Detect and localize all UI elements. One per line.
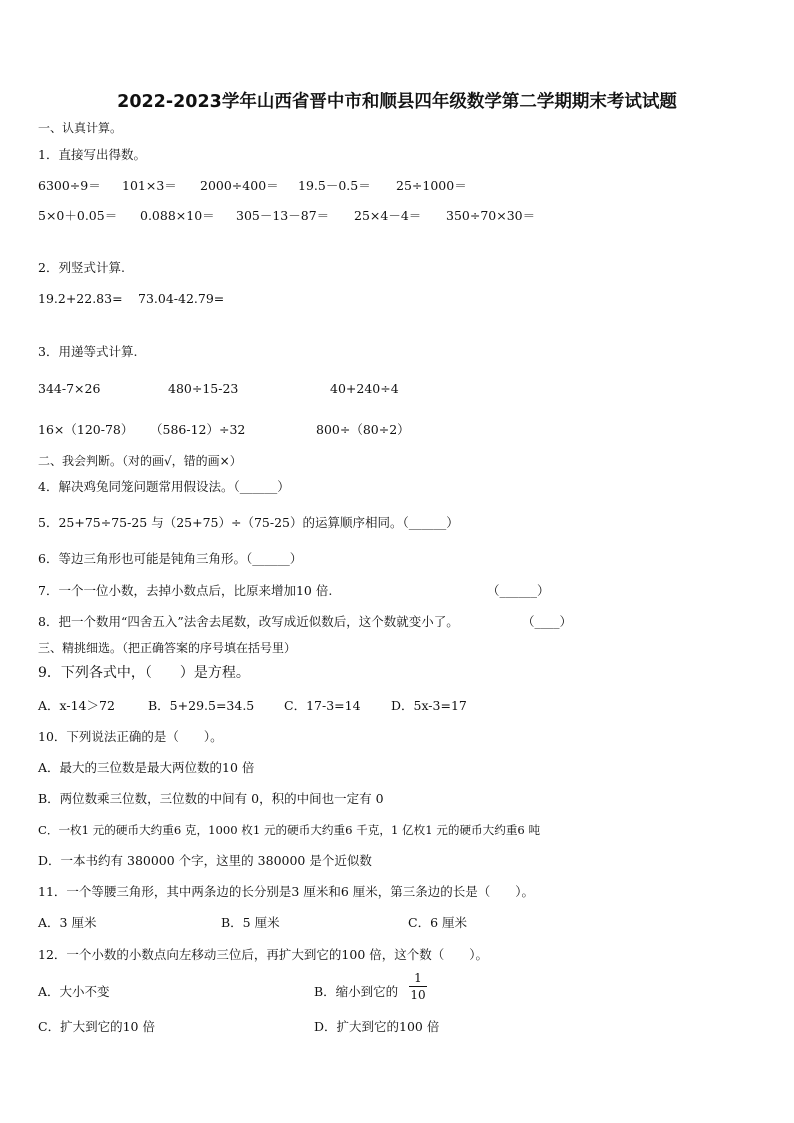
stepwise-calc-item: （586-12）÷32 — [150, 422, 246, 437]
stepwise-calc-item: 16×（120-78） — [38, 422, 134, 437]
fraction-bar — [409, 986, 427, 987]
question-2-stem: 2．列竖式计算. — [38, 260, 125, 275]
question-10-stem: 10．下列说法正确的是（ ）。 — [38, 729, 223, 744]
judge-item: 4．解决鸡兔同笼问题常用假设法。（______） — [38, 479, 290, 494]
option-b: B．5 厘米 — [221, 915, 280, 930]
calc-item: 25÷1000＝ — [396, 178, 467, 193]
calc-item: 350÷70×30＝ — [446, 208, 536, 223]
option-d: D．一本书约有 380000 个字，这里的 380000 是个近似数 — [38, 853, 372, 868]
vertical-calc-item: 73.04-42.79= — [138, 291, 225, 306]
fraction-denominator: 10 — [410, 988, 426, 1002]
stepwise-calc-item: 40+240÷4 — [330, 381, 399, 396]
section-heading-3: 三、精挑细选。（把正确答案的序号填在括号里） — [38, 641, 297, 655]
option-d: D．扩大到它的100 倍 — [314, 1019, 440, 1034]
calc-item: 25×4－4＝ — [354, 208, 422, 223]
option-b: B．两位数乘三位数，三位数的中间有 0，积的中间也一定有 0 — [38, 791, 384, 806]
answer-blank: （______） — [487, 583, 550, 598]
stepwise-calc-item: 344-7×26 — [38, 381, 101, 396]
question-9-stem: 9．下列各式中，（ ）是方程。 — [38, 665, 250, 681]
option-c: C．17-3=14 — [284, 698, 361, 713]
option-b: B．缩小到它的 — [314, 984, 399, 999]
calc-item: 5×0＋0.05＝ — [38, 208, 118, 223]
question-1-stem: 1．直接写出得数。 — [38, 147, 146, 162]
calc-item: 19.5－0.5＝ — [298, 178, 371, 193]
option-a: A．最大的三位数是最大两位数的10 倍 — [38, 760, 255, 775]
page-title: 2022-2023学年山西省晋中市和顺县四年级数学第二学期期末考试试题 — [117, 92, 677, 112]
question-3-stem: 3．用递等式计算. — [38, 344, 138, 359]
stepwise-calc-item: 480÷15-23 — [168, 381, 239, 396]
calc-item: 101×3＝ — [122, 178, 177, 193]
fraction-one-tenth — [409, 971, 427, 1002]
option-a: A．3 厘米 — [38, 915, 97, 930]
judge-item: 6．等边三角形也可能是钝角三角形。（______） — [38, 551, 303, 566]
option-c: C．一枚1 元的硬币大约重6 克，1000 枚1 元的硬币大约重6 千克，1 亿枚1 元的硬币大约重6 吨 — [38, 823, 541, 837]
vertical-calc-item: 19.2+22.83= — [38, 291, 123, 306]
section-heading-2: 二、我会判断。（对的画√，错的画×） — [38, 454, 242, 468]
judge-item: 8．把一个数用“四舍五入”法舍去尾数，改写成近似数后，这个数就变小了。 — [38, 614, 459, 629]
judge-item: 7．一个一位小数，去掉小数点后，比原来增加10 倍. — [38, 583, 333, 598]
fraction-numerator: 1 — [414, 971, 422, 985]
question-11-stem: 11．一个等腰三角形，其中两条边的长分别是3 厘米和6 厘米，第三条边的长是（ ）。 — [38, 884, 535, 899]
option-d: D．5x-3=17 — [391, 698, 467, 713]
judge-item: 5．25+75÷75-25 与（25+75）÷（75-25）的运算顺序相同。（______） — [38, 515, 459, 530]
stepwise-calc-item: 800÷（80÷2） — [316, 422, 410, 437]
answer-blank: （____） — [522, 614, 573, 629]
question-12-stem: 12．一个小数的小数点向左移动三位后，再扩大到它的100 倍，这个数（ ）。 — [38, 947, 488, 962]
option-a: A．x-14＞72 — [38, 698, 115, 713]
calc-item: 6300÷9＝ — [38, 178, 101, 193]
section-heading-1: 一、认真计算。 — [38, 121, 123, 135]
option-c: C．扩大到它的10 倍 — [38, 1019, 155, 1034]
calc-item: 305－13－87＝ — [236, 208, 330, 223]
option-a: A．大小不变 — [38, 984, 110, 999]
calc-item: 2000÷400＝ — [200, 178, 279, 193]
option-c: C．6 厘米 — [408, 915, 467, 930]
option-b: B．5+29.5=34.5 — [148, 698, 255, 713]
calc-item: 0.088×10＝ — [140, 208, 215, 223]
